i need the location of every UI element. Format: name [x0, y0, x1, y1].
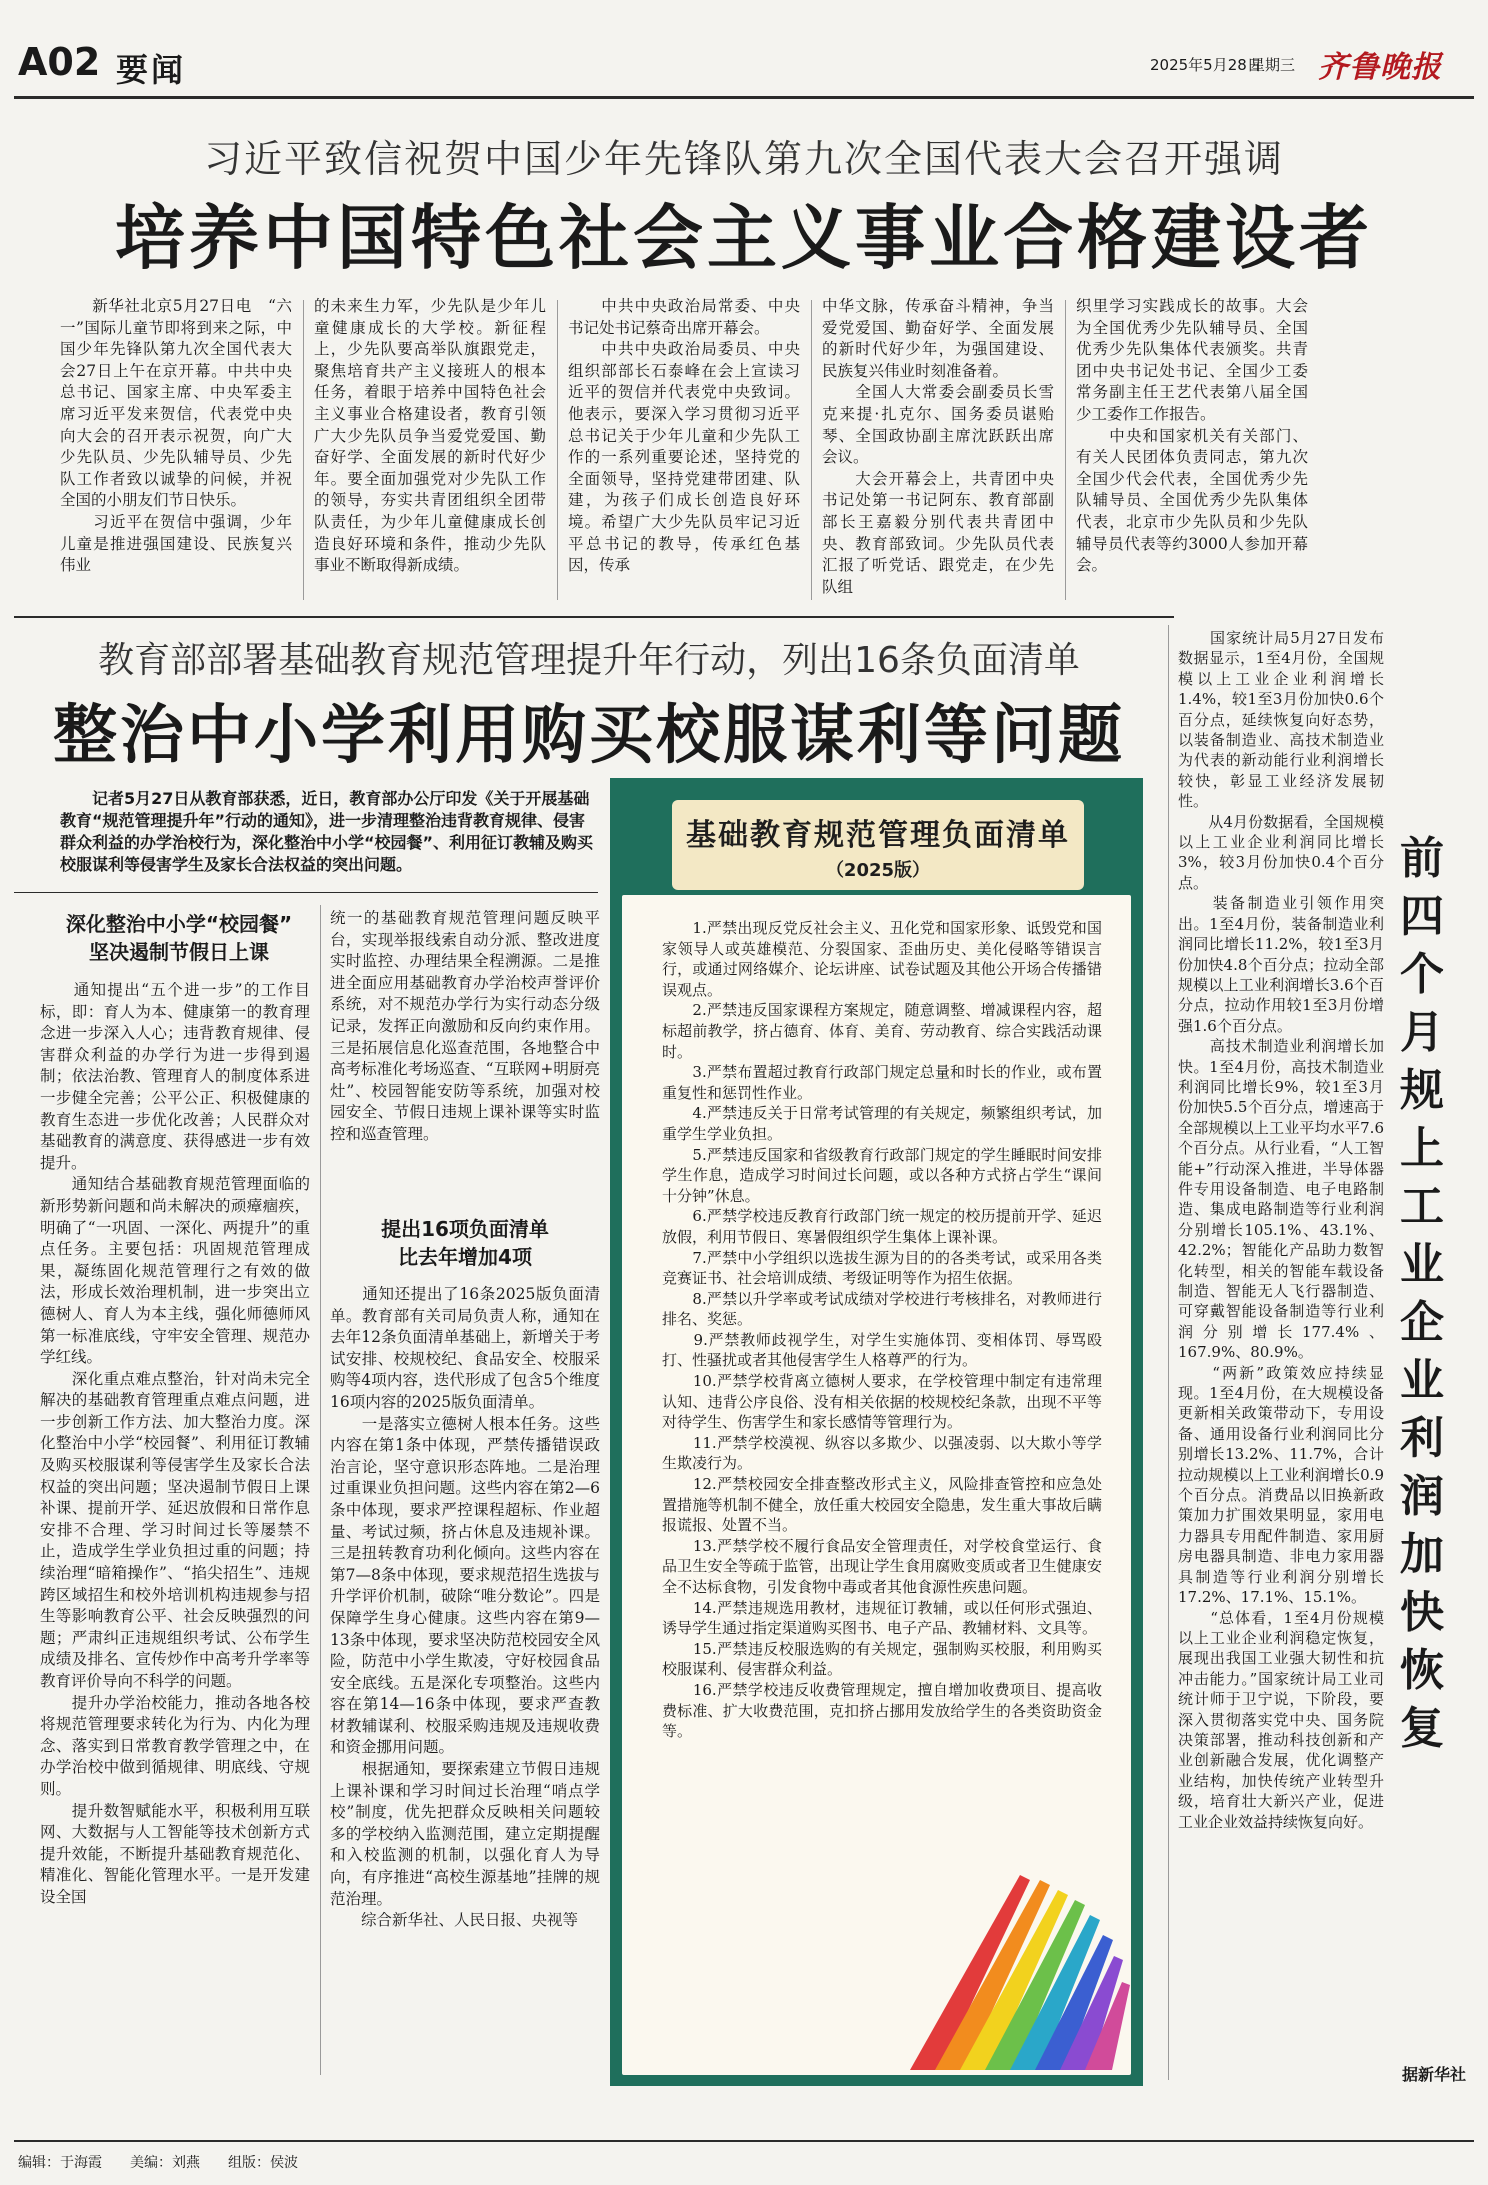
- article3-credit: 据新华社: [1402, 2065, 1467, 2084]
- panel-title: 基础教育规范管理负面清单: [686, 818, 1070, 853]
- article1-column-5: 织里学习实践成长的故事。大会为全国优秀少先队辅导员、全国优秀少先队集体代表颁奖。共青团中央书记处书记、全国少工委常务副主任王艺代表第八届全国少工委作工作报告。 中央和国家机关有关部门、有关人民团体负责同志，第九次全国少代会代表，全国优秀少先队辅导员、全国优秀少先队集体代表，北京市少先队员和少先队辅导员代表等约3000人参加开幕会。: [1076, 297, 1308, 575]
- negative-list-items: 1.严禁出现反党反社会主义、丑化党和国家形象、诋毁党和国家领导人或英雄模范、分裂国家、歪曲历史、美化侵略等错误言行，或通过网络媒介、论坛讲座、试卷试题及其他公开场合传播错误观点。 2.严禁违反国家课程方案规定，随意调整、增减课程内容，超标超前教学，挤占德育、体育、美育、劳动教育、综合实践活动课时。 3.严禁布置超过教育行政部门规定总量和时长的作业，或布置重复性和惩罚性作业。 4.严禁违反关于日常考试管理的有关规定，频繁组织考试，加重学生学业负担。 5.严禁违反国家和省级教育行政部门规定的学生睡眠时间安排学生作息，造成学习时间过长问题，或以各种方式挤占学生“课间十分钟”休息。 6.严禁学校违反教育行政部门统一规定的校历提前开学、延迟放假，利用节假日、寒暑假组织学生集体上课补课。 7.严禁中小学组织以选拔生源为目的的各类考试，或采用各类竞赛证书、社会培训成绩、考级证明等作为招生依据。 8.严禁以升学率或考试成绩对学校进行考核排名，对教师进行排名、奖惩。 9.严禁教师歧视学生，对学生实施体罚、变相体罚、辱骂殴打、性骚扰或者其他侵害学生人格尊严的行为。 10.严禁学校背离立德树人要求，在学校管理中制定有违常理认知、违背公序良俗、没有相关依据的校规校纪条款，出现不平等对待学生、伤害学生和家长感情等管理行为。 11.严禁学校漠视、纵容以多欺少、以强凌弱、以大欺小等学生欺凌行为。 12.严禁校园安全排查整改形式主义，风险排查管控和应急处置措施等机制不健全，放任重大校园安全隐患，发生重大事故后瞒报谎报、处置不当。 13.严禁学校不履行食品安全管理责任，对学校食堂运行、食品卫生安全等疏于监管，出现让学生食用腐败变质或者卫生健康安全不达标食物，引发食物中毒或者其他食源性疾患问题。 14.严禁违规选用教材，违规征订教辅，或以任何形式强迫、诱导学生通过指定渠道购买图书、电子产品、教辅材料、文具等。 15.严禁违反校服选购的有关规定，强制购买校服，利用购买校服谋利、侵害群众利益。 16.严禁学校违反收费管理规定，擅自增加收费项目、提高收费标准、扩大收费范围，克扣挤占挪用发放给学生的各类资助资金等。: [662, 919, 1102, 1741]
- article1-kicker: 习近平致信祝贺中国少年先锋队第九次全国代表大会召开强调: [203, 137, 1284, 181]
- issue-date: 2025年5月28日: [1150, 56, 1262, 74]
- article2-subhead-1: 深化整治中小学“校园餐” 坚决遏制节假日上课: [65, 912, 293, 964]
- article-divider: [14, 616, 1174, 618]
- panel-year: （2025版）: [825, 860, 931, 881]
- article1-column-1: 新华社北京5月27日电 “六一”国际儿童节即将到来之际，中国少年先锋队第九次全国代表大会27日上午在京开幕。中共中央总书记、国家主席、中央军委主席习近平发来贺信，代表党中央向大会的召开表示祝贺，向广大少先队员、少先队辅导员、少先队工作者致以诚挚的问候，并祝全国的小朋友们节日快乐。 习近平在贺信中强调，少年儿童是推进强国建设、民族复兴伟业: [60, 297, 292, 575]
- column-divider: [811, 300, 812, 600]
- page-number: A02: [18, 40, 101, 84]
- colored-pencils-illustration: [880, 1860, 1130, 2070]
- article2-column-2-bottom: 通知还提出了16条2025版负面清单。教育部有关司局负责人称，通知在去年12条负面清单基础上，新增关于考试安排、校规校纪、食品安全、校服采购等4项内容，迭代形成了包含5个维度16项内容的2025版负面清单。 一是落实立德树人根本任务。这些内容在第1条中体现，严禁传播错误政治言论，坚守意识形态阵地。二是治理过重课业负担问题。这些内容在第2—6条中体现，要求严控课程超标、作业超量、考试过频，挤占休息及违规补课。三是扭转教育功利化倾向。这些内容在第7—8条中体现，要求规范招生选拔与升学评价机制，破除“唯分数论”。四是保障学生身心健康。这些内容在第9—13条中体现，要求坚决防范校园安全风险，防范中小学生欺凌，守好校园食品安全底线。五是深化专项整治。这些内容在第14—16条中体现，要求严查教材教辅谋利、校服采购违规及违规收费和资金挪用问题。 根据通知，要探索建立节假日违规上课补课和学习时间过长治理“哨点学校”制度，优先把群众反映相关问题较多的学校纳入监测范围，建立定期提醒和入校监测的机制，以强化育人为导向，有序推进“高校生源基地”挂牌的规范治理。 综合新华社、人民日报、央视等: [330, 1285, 600, 1930]
- column-divider: [1168, 625, 1169, 2080]
- article3-title: 前四个月规上工业企业利润加快恢复: [1400, 833, 1444, 1754]
- column-divider: [1065, 300, 1066, 600]
- column-divider: [303, 300, 304, 600]
- article2-column-2-top: 统一的基础教育规范管理问题反映平台，实现举报线索自动分派、整改进度实时监控、办理结果全程溯源。二是推进全面应用基础教育办学治校声誉评价系统，对不规范办学行为实行动态分级记录，发挥正向激励和反向约束作用。三是拓展信息化巡查范围，各地整合中高考标准化考场巡查、“互联网+明厨亮灶”、校园智能安防等系统，加强对校园安全、节假日违规上课补课等实时监控和巡查管理。: [330, 909, 600, 1143]
- column-divider: [320, 905, 321, 2075]
- article1-column-2: 的未来生力军，少先队是少年儿童健康成长的大学校。新征程上，少先队要高举队旗跟党走，聚焦培育共产主义接班人的根本任务，着眼于培养中国特色社会主义事业合格建设者，教育引领广大少先队员争当爱党爱国、勤奋好学、全面发展的新时代好少年。要全面加强党对少先队工作的领导，夯实共青团组织全团带队责任，为少年儿童健康成长创造良好环境和条件，推动少先队事业不断取得新成绩。: [314, 297, 546, 575]
- article1-title: 培养中国特色社会主义事业合格建设者: [115, 196, 1373, 279]
- issue-weekday: 星期三: [1250, 56, 1296, 74]
- footer-rule: [14, 2140, 1474, 2142]
- section-name: 要闻: [116, 51, 187, 89]
- article1-column-4: 中华文脉，传承奋斗精神，争当爱党爱国、勤奋好学、全面发展的新时代好少年，为强国建设、民族复兴伟业时刻准备着。 全国人大常委会副委员长雪克来提·扎克尔、国务委员谌贻琴、全国政协副主席沈跃跃出席会议。 大会开幕会上，共青团中央书记处第一书记阿东、教育部副部长王嘉毅分别代表共青团中央、教育部致词。少先队员代表汇报了听党话、跟党走，在少先队组: [822, 297, 1054, 596]
- article2-title: 整治中小学利用购买校服谋利等问题: [53, 698, 1125, 773]
- editor-credits: 编辑：于海霞 美编：刘燕 组版：侯波: [18, 2155, 298, 2171]
- article2-kicker: 教育部部署基础教育规范管理提升年行动，列出16条负面清单: [98, 640, 1080, 681]
- article1-column-3: 中共中央政治局常委、中央书记处书记蔡奇出席开幕会。 中共中央政治局委员、中央组织部部长石泰峰在会上宣读习近平的贺信并代表党中央致词。他表示，要深入学习贯彻习近平总书记关于少年儿童和少先队工作的一系列重要论述，坚持党的全面领导，坚持党建带团建、队建，为孩子们成长创造良好环境。希望广大少先队员牢记习近平总书记的教导，传承红色基因，传承: [568, 297, 800, 575]
- column-divider: [557, 300, 558, 600]
- lead-divider: [14, 892, 598, 893]
- article2-subhead-2: 提出16项负面清单 比去年增加4项: [381, 1217, 549, 1269]
- masthead-rule: [14, 96, 1474, 99]
- article2-lead: 记者5月27日从教育部获悉，近日，教育部办公厅印发《关于开展基础教育“规范管理提升年”行动的通知》，进一步清理整治违背教育规律、侵害群众利益的办学治校行为，深化整治中小学“校园餐”、利用征订教辅及购买校服谋利等侵害学生及家长合法权益的突出问题。: [60, 789, 594, 874]
- article3-body: 国家统计局5月27日发布数据显示，1至4月份，全国规模以上工业企业利润增长1.4%，较1至3月份加快0.6个百分点，延续恢复向好态势，以装备制造业、高技术制造业为代表的新动能行业利润增长较快，彰显工业经济发展韧性。 从4月份数据看，全国规模以上工业企业利润同比增长3%，较3月份加快0.4个百分点。 装备制造业引领作用突出。1至4月份，装备制造业利润同比增长11.2%，较1至3月份加快4.8个百分点；拉动全部规模以上工业利润增长3.6个百分点，拉动作用较1至3月份增强1.6个百分点。 高技术制造业利润增长加快。1至4月份，高技术制造业利润同比增长9%，较1至3月份加快5.5个百分点，增速高于全部规模以上工业平均水平7.6个百分点。从行业看，“人工智能+”行动深入推进，半导体器件专用设备制造、电子电路制造、集成电路制造等行业利润分别增长105.1%、43.1%、42.2%；智能化产品助力数智化转型，相关的智能车载设备制造、智能无人飞行器制造、可穿戴智能设备制造等行业利润分别增长177.4%、167.9%、80.9%。 “两新”政策效应持续显现。1至4月份，在大规模设备更新相关政策带动下，专用设备、通用设备行业利润同比分别增长13.2%、11.7%，合计拉动规模以上工业利润增长0.9个百分点。消费品以旧换新政策加力扩围效果明显，家用电力器具专用配件制造、家用厨房电器具制造、非电力家用器具制造等行业利润分别增长17.2%、17.1%、15.1%。 “总体看，1至4月份规模以上工业企业利润稳定恢复，展现出我国工业强大韧性和抗冲击能力。”国家统计局工业司统计师于卫宁说，下阶段，要深入贯彻落实党中央、国务院决策部署，推动科技创新和产业创新融合发展，优化调整产业结构，加快传统产业转型升级，培育壮大新兴产业，促进工业企业效益持续恢复向好。: [1178, 629, 1384, 1831]
- paper-logo: 齐鲁晚报: [1318, 50, 1442, 85]
- article2-column-1: 通知提出“五个进一步”的工作目标，即：育人为本、健康第一的教育理念进一步深入人心；违背教育规律、侵害群众利益的办学行为进一步得到遏制；依法治教、管理育人的制度体系进一步健全完善；公平公正、积极健康的教育生态进一步优化改善；人民群众对基础教育的满意度、获得感进一步有效提升。 通知结合基础教育规范管理面临的新形势新问题和尚未解决的顽瘴痼疾，明确了“一巩固、一深化、两提升”的重点任务。主要包括：巩固规范管理成果，凝练固化规范管理行之有效的做法，形成长效治理机制，进一步突出立德树人、育人为本主线，强化师德师风第一标准底线，守牢安全管理、规范办学红线。 深化重点难点整治，针对尚未完全解决的基础教育管理重点难点问题，进一步创新工作方法、加大整治力度。深化整治中小学“校园餐”、利用征订教辅及购买校服谋利等侵害学生及家长合法权益的突出问题；坚决遏制节假日上课补课、提前开学、延迟放假和日常作息安排不合理、学习时间过长等屡禁不止，造成学生学业负担过重的问题；持续治理“暗箱操作”、“掐尖招生”、违规跨区域招生和校外培训机构违规参与招生等影响教育公平、社会反映强烈的问题；严肃纠正违规组织考试、公布学生成绩及排名、宣传炒作中高考升学率等教育评价导向不科学的问题。 提升办学治校能力，推动各地各校将规范管理要求转化为行为、内化为理念、落实到日常教育教学管理之中，在办学治校中做到循规律、明底线、守规则。 提升数智赋能水平，积极利用互联网、大数据与人工智能等技术创新方式提升效能，不断提升基础教育规范化、精准化、智能化管理水平。一是开发建设全国: [40, 981, 310, 1906]
